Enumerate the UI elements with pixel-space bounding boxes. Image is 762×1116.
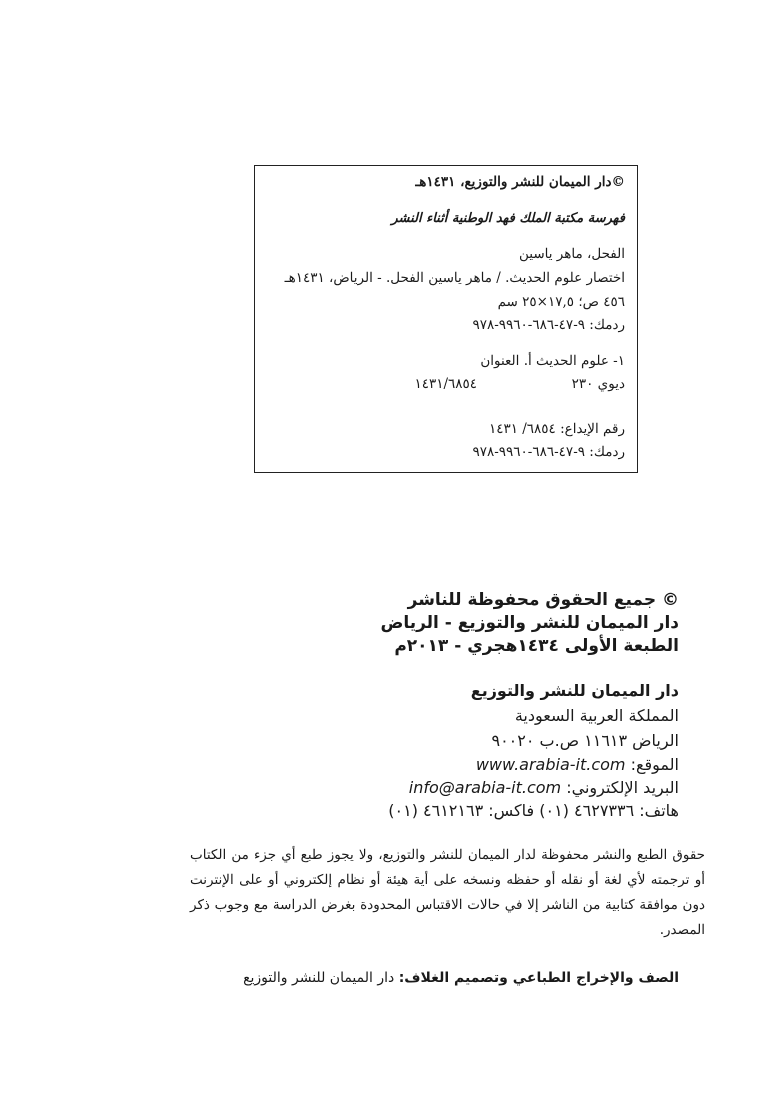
cip-dewey: ديوي ٢٣٠ [571,376,625,392]
cip-subject: ١- علوم الحديث أ. العنوان [480,353,625,369]
publisher-country: المملكة العربية السعودية [514,706,679,725]
cip-deposit-number: رقم الإيداع: ٦٨٥٤/ ١٤٣١ [488,421,625,437]
production-value: دار الميمان للنشر والتوزيع [243,970,395,986]
cip-title-line: اختصار علوم الحديث. / ماهر ياسين الفحل. - الرياض، ١٤٣١هـ [284,270,625,286]
cip-copyright: ©دار الميمان للنشر والتوزيع، ١٤٣١هـ [415,174,625,190]
publisher-phone: هاتف: ٤٦٢٧٣٣٦ (٠١) فاكس: ٤٦١٢١٦٣ (٠١) [388,801,679,820]
email-link[interactable]: info@arabia-it.com [408,778,562,797]
email-label: البريد الإلكتروني: [566,778,679,797]
website-link[interactable]: www.arabia-it.com [475,755,626,774]
rights-line-2: دار الميمان للنشر والتوزيع - الرياض [380,613,679,633]
website-label: الموقع: [630,755,679,774]
cip-heading: فهرسة مكتبة الملك فهد الوطنية أثناء النشر [391,211,625,226]
publisher-name: دار الميمان للنشر والتوزيع [470,681,679,700]
cip-pages: ٤٥٦ ص؛ ١٧,٥×٢٥ سم [497,294,625,310]
cip-isbn: ردمك: ٩-٤٧-٦٨٦-٩٩٦٠-٩٧٨ [472,317,625,333]
publisher-email-row [409,778,679,797]
copyright-notice: حقوق الطبع والنشر محفوظة لدار الميمان للنشر والتوزيع، ولا يجوز طبع أي جزء من الكتاب أو ترجمته لأي لغة أو نقله أو حفظه ونسخه على أية هيئة أو نظام إلكتروني أو على الإنترنت دون موافقة كتابية من الناشر إلا في حالات الاقتباس المحدودة بغرض الدراسة مع وجوب ذكر المصدر. [190,847,705,938]
production-label: الصف والإخراج الطباعي وتصميم الغلاف: [398,970,679,986]
cip-author: الفحل، ماهر ياسين [518,246,625,262]
production-credit [243,970,679,986]
rights-line-1: © جميع الحقوق محفوظة للناشر [407,590,679,610]
publisher-website-row [476,755,679,774]
cip-class-number: ١٤٣١/٦٨٥٤ [414,376,477,392]
cip-isbn-2: ردمك: ٩-٤٧-٦٨٦-٩٩٦٠-٩٧٨ [472,444,625,460]
publisher-address: الرياض ١١٦١٣ ص.ب ٩٠٠٢٠ [491,731,679,750]
rights-line-3: الطبعة الأولى ١٤٣٤هجري - ٢٠١٣م [394,636,679,656]
cip-box [254,165,638,473]
